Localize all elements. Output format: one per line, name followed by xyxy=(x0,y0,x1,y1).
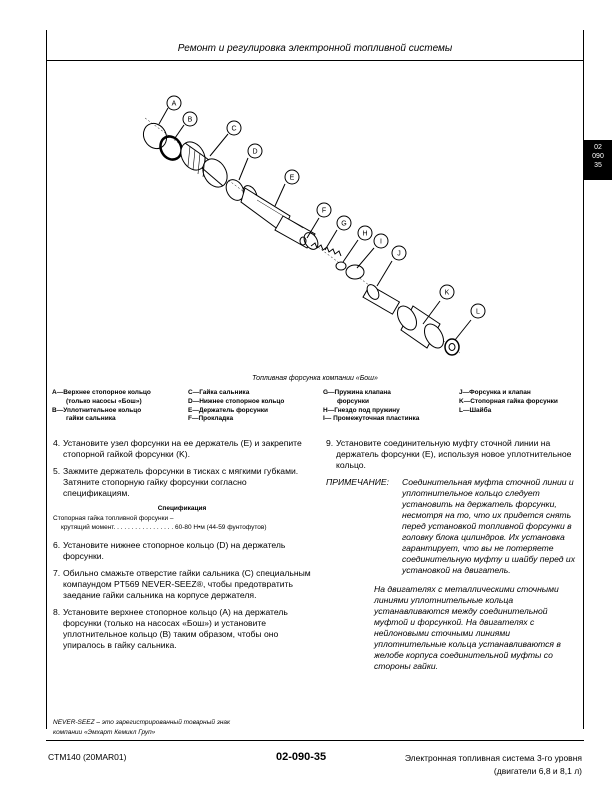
label-i-text: I xyxy=(380,238,382,246)
note-paragraph-2: На двигателях с металлическими сточными линиями уплотнительные кольца устанавливаются между соединительной муфтой и форсункой. На двигателях с нейлоновыми сточными линиями уплотнительные кольца устанавливаются в желобе корпуса соединительной муфты со стороны гайки. xyxy=(374,584,561,671)
label-g xyxy=(337,216,351,230)
legend-col-4 xyxy=(459,389,558,415)
part-c-nut xyxy=(176,138,232,192)
legend-item: J—Форсунка и клапан xyxy=(459,389,531,396)
label-k xyxy=(440,285,454,299)
step-4 xyxy=(53,438,311,460)
page-frame-left xyxy=(46,30,47,729)
label-b-text: B xyxy=(187,116,193,124)
step-9 xyxy=(326,438,580,471)
part-l-washer xyxy=(445,339,459,355)
footer-rule xyxy=(46,740,584,741)
legend-col-3 xyxy=(323,389,419,424)
label-b xyxy=(183,112,197,126)
legend-item: I— Промежуточная пластинка xyxy=(323,415,420,423)
label-h xyxy=(358,226,372,240)
label-d xyxy=(248,144,262,158)
step-5 xyxy=(53,466,311,499)
step-number: 7. xyxy=(53,568,61,578)
legend-item: K—Стопорная гайка форсунки xyxy=(459,397,558,405)
step-7 xyxy=(53,568,311,601)
part-g-spring xyxy=(311,243,341,256)
label-g-text: G xyxy=(341,220,347,228)
trademark-line-1: NEVER-SEEZ – это зарегистрированный товарный знак xyxy=(53,719,231,726)
label-k-text: K xyxy=(444,289,450,297)
step-number: 4. xyxy=(53,438,61,448)
footer-page-number: 02-090-35 xyxy=(276,751,327,763)
legend-col-1 xyxy=(52,389,151,424)
step-number: 5. xyxy=(53,466,61,476)
step-text: Установите верхнее стопорное кольцо (A) на держатель форсунки (только на насосах «Бош») и установите уплотнительное кольцо (B) таким образом, чтобы оно упиралось в гайку сальника. xyxy=(63,607,288,650)
label-l xyxy=(471,304,485,318)
legend-item: G—Пружина клапана xyxy=(323,389,391,396)
step-number: 8. xyxy=(53,607,61,617)
note-block xyxy=(326,477,580,672)
spec-value: крутящий момент. . . . . . . . . . . . . . . . . 60-80 Н•м (44-59 фунтофутов) xyxy=(61,523,267,531)
footer-title xyxy=(370,752,582,778)
label-f xyxy=(317,203,331,217)
step-8 xyxy=(53,607,311,651)
step-text: Обильно смажьте отверстие гайки сальника (C) специальным компаундом PT569 NEVER-SEEZ®, чтобы предотвратить заедание гайки сальника на корпусе держателя. xyxy=(63,568,311,600)
figure-caption: Топливная форсунка компании «Бош» xyxy=(252,375,378,382)
label-e-text: E xyxy=(289,174,295,182)
left-column xyxy=(53,438,311,657)
legend-item: F—Прокладка xyxy=(188,415,234,423)
step-text: Установите нижнее стопорное кольцо (D) на держатель форсунки. xyxy=(63,540,286,561)
section-tab xyxy=(584,140,612,180)
step-text: Зажмите держатель форсунки в тисках с мягкими губками. Затяните стопорную гайку форсунки согласно спецификациям. xyxy=(63,466,299,498)
section-tab-line2: 090 xyxy=(592,153,604,160)
footer-doc-id: CTM140 (20MAR01) xyxy=(48,752,127,762)
label-c-text: C xyxy=(231,125,237,133)
step-number: 9. xyxy=(326,438,334,448)
legend-item: L—Шайба xyxy=(459,406,492,414)
page-frame-right xyxy=(583,30,584,729)
label-e xyxy=(285,170,299,184)
section-tab-line3: 35 xyxy=(594,162,602,169)
label-j xyxy=(392,246,406,260)
label-h-text: H xyxy=(362,230,368,238)
label-c xyxy=(227,121,241,135)
injector-exploded-diagram xyxy=(115,88,507,370)
part-j-nozzle xyxy=(363,283,399,315)
part-i-plate xyxy=(346,265,364,279)
legend-item: H—Гнездо под пружину xyxy=(323,406,400,414)
label-a-text: A xyxy=(171,100,177,108)
step-number: 6. xyxy=(53,540,61,550)
legend-item: гайки сальника xyxy=(66,415,116,423)
step-6 xyxy=(53,540,311,562)
spec-title: Спецификация xyxy=(157,505,207,512)
legend-item: E—Держатель форсунки xyxy=(188,406,269,414)
legend-item: B—Уплотнительное кольцо xyxy=(52,406,142,414)
page-header-title: Ремонт и регулировка электронной топливной системы xyxy=(177,43,453,54)
label-i xyxy=(374,234,388,248)
spec-line: Стопорная гайка топливной форсунки – xyxy=(53,515,174,522)
trademark-note xyxy=(53,718,230,738)
legend-item: C—Гайка сальника xyxy=(188,389,250,396)
legend-col-2 xyxy=(188,389,284,424)
section-tab-line1: 02 xyxy=(594,144,602,151)
label-f-text: F xyxy=(321,207,327,215)
footer-title-line-1: Электронная топливная система 3-го уровня xyxy=(404,753,582,763)
label-j-text: J xyxy=(397,250,401,258)
legend-item: D—Нижнее стопорное кольцо xyxy=(188,397,285,405)
footer-title-line-2: (двигатели 6,8 и 8,1 л) xyxy=(493,766,582,776)
label-l-text: L xyxy=(476,308,480,316)
legend-item: A—Верхнее стопорное кольцо xyxy=(52,389,151,396)
right-column xyxy=(326,438,580,672)
header-rule xyxy=(46,60,584,61)
step-text: Установите узел форсунки на ее держатель (E) и закрепите стопорной гайкой форсунки (K). xyxy=(63,438,302,459)
label-d-text: D xyxy=(252,148,258,156)
label-a xyxy=(167,96,181,110)
legend-item: форсунки xyxy=(337,397,369,405)
trademark-line-2: компании «Эмхарт Кемикл Груп» xyxy=(53,729,156,736)
legend-item: (только насосы «Бош») xyxy=(66,397,142,405)
step-text: Установите соединительную муфту сточной линии на держатель форсунки (E), используя новое уплотнительное кольцо. xyxy=(336,438,572,470)
note-label: ПРИМЕЧАНИЕ: xyxy=(326,477,389,487)
part-k-nut xyxy=(394,303,448,352)
specification-block xyxy=(53,503,311,532)
part-h-seat xyxy=(336,262,346,270)
note-text: Соединительная муфта сточной линии и уплотнительное кольцо следует установить на держатель форсунки, несмотря на то, что их придется снять перед установкой топливной форсунки в головку блока цилиндров. Их установка гарантирует, что вы не потеряете соединительную муфту и шайбу перед их установкой на двигатель. xyxy=(402,477,575,575)
